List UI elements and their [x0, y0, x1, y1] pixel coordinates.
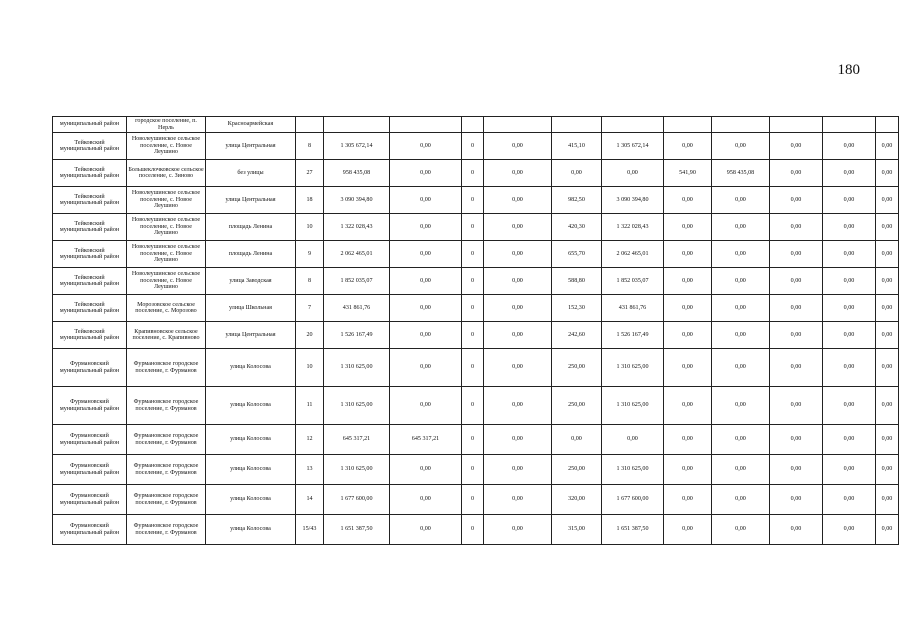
table-cell-c2: 0: [462, 455, 484, 485]
table-cell-c1: 0,00: [390, 322, 462, 349]
table-cell-c3: 0,00: [484, 349, 552, 387]
table-cell-district: Тейковский муниципальный район: [53, 241, 127, 268]
table-cell-c1: 0,00: [390, 295, 462, 322]
table-cell-c4: [552, 117, 602, 133]
table-cell-c8: 0,00: [770, 455, 823, 485]
table-cell-street: без улицы: [206, 160, 296, 187]
table-cell-c8: 0,00: [770, 268, 823, 295]
table-cell-num: 8: [296, 268, 324, 295]
table-cell-street: улица Колосова: [206, 515, 296, 545]
table-cell-c6: 0,00: [664, 268, 712, 295]
table-cell-street: улица Колосова: [206, 425, 296, 455]
table-cell-street: площадь Ленина: [206, 241, 296, 268]
table-row: [53, 455, 899, 485]
table-cell-c5: 1 852 035,07: [602, 268, 664, 295]
table-cell-c5: 1 305 672,14: [602, 133, 664, 160]
table-cell-c1: 0,00: [390, 187, 462, 214]
table-cell-settlement: Фурмановское городское поселение, г. Фурманов: [127, 515, 206, 545]
table-cell-c10: 0,00: [876, 485, 899, 515]
table-cell-c2: 0: [462, 387, 484, 425]
table-cell-c7: 0,00: [712, 133, 770, 160]
table-cell-c7: 0,00: [712, 425, 770, 455]
table-cell-c4: 250,00: [552, 349, 602, 387]
table-cell-c8: 0,00: [770, 241, 823, 268]
table-cell-c5: 1 310 625,00: [602, 349, 664, 387]
table-cell-num: 27: [296, 160, 324, 187]
table-cell-c8: 0,00: [770, 133, 823, 160]
table-cell-settlement: Фурмановское городское поселение, г. Фурманов: [127, 425, 206, 455]
table-cell-settlement: Фурмановское городское поселение, г. Фурманов: [127, 455, 206, 485]
table-cell-c4: 415,10: [552, 133, 602, 160]
table-cell-c1: 0,00: [390, 268, 462, 295]
table-cell-c1: 0,00: [390, 133, 462, 160]
table-cell-c9: 0,00: [823, 425, 876, 455]
table-cell-c8: 0,00: [770, 187, 823, 214]
table-cell-settlement: Большеклочковское сельское поселение, с. Зиново: [127, 160, 206, 187]
table-cell-c2: 0: [462, 187, 484, 214]
table-cell-street: улица Школьная: [206, 295, 296, 322]
table-cell-c9: 0,00: [823, 387, 876, 425]
table-cell-c9: 0,00: [823, 515, 876, 545]
page-number: 180: [837, 62, 860, 78]
table-cell-c5: 1 310 625,00: [602, 455, 664, 485]
table-cell-c4: 242,60: [552, 322, 602, 349]
table-cell-c8: 0,00: [770, 160, 823, 187]
table-cell-c5: 1 526 167,49: [602, 322, 664, 349]
table-cell-c2: 0: [462, 295, 484, 322]
table-cell-c1: [390, 117, 462, 133]
table-cell-street: улица Центральная: [206, 322, 296, 349]
table-cell-num: [296, 117, 324, 133]
table-cell-district: муниципальный район: [53, 117, 127, 133]
table-cell-district: Фурмановский муниципальный район: [53, 485, 127, 515]
table-cell-num: 9: [296, 241, 324, 268]
table-cell-c5: 0,00: [602, 425, 664, 455]
table-cell-c6: 0,00: [664, 387, 712, 425]
table-cell-street: улица Колосова: [206, 455, 296, 485]
table-cell-c8: 0,00: [770, 515, 823, 545]
table-cell-c7: 0,00: [712, 485, 770, 515]
table-cell-c3: 0,00: [484, 187, 552, 214]
table-cell-c10: 0,00: [876, 349, 899, 387]
table-cell-c10: 0,00: [876, 515, 899, 545]
table-cell-c2: 0: [462, 425, 484, 455]
table-cell-total: 958 435,08: [324, 160, 390, 187]
table-cell-street: площадь Ленина: [206, 214, 296, 241]
table-cell-settlement: Новолеушинское сельское поселение, с. Новое Леушино: [127, 241, 206, 268]
table-cell-num: 11: [296, 387, 324, 425]
table-cell-c9: 0,00: [823, 268, 876, 295]
table-row: [53, 322, 899, 349]
table-cell-street: улица Колосова: [206, 349, 296, 387]
table-cell-c4: 152,30: [552, 295, 602, 322]
table-cell-c3: 0,00: [484, 160, 552, 187]
table-cell-num: 10: [296, 214, 324, 241]
table-cell-c10: 0,00: [876, 160, 899, 187]
table-row: [53, 425, 899, 455]
table-cell-total: 1 322 028,43: [324, 214, 390, 241]
table-cell-street: Красноармейская: [206, 117, 296, 133]
table-cell-c10: 0,00: [876, 425, 899, 455]
table-cell-total: 1 310 625,00: [324, 349, 390, 387]
table-cell-c7: [712, 117, 770, 133]
table-cell-c5: 1 322 028,43: [602, 214, 664, 241]
table-cell-c3: 0,00: [484, 425, 552, 455]
table-cell-total: [324, 117, 390, 133]
table-cell-district: Фурмановский муниципальный район: [53, 455, 127, 485]
table-cell-num: 13: [296, 455, 324, 485]
table-cell-c5: 431 861,76: [602, 295, 664, 322]
table-cell-district: Фурмановский муниципальный район: [53, 515, 127, 545]
table-cell-district: Тейковский муниципальный район: [53, 295, 127, 322]
table-cell-c3: 0,00: [484, 214, 552, 241]
table-cell-c8: 0,00: [770, 387, 823, 425]
table-cell-c6: 541,90: [664, 160, 712, 187]
table-cell-c1: 0,00: [390, 349, 462, 387]
table-cell-c6: 0,00: [664, 241, 712, 268]
table-cell-c1: 0,00: [390, 160, 462, 187]
table-cell-settlement: Крапивновское сельское поселение, с. Крапивново: [127, 322, 206, 349]
table-cell-district: Тейковский муниципальный район: [53, 322, 127, 349]
table-cell-c4: 250,00: [552, 455, 602, 485]
table-cell-c6: 0,00: [664, 349, 712, 387]
table-cell-c6: 0,00: [664, 455, 712, 485]
table-cell-c2: 0: [462, 241, 484, 268]
table-cell-c7: 0,00: [712, 241, 770, 268]
table-cell-c5: 1 310 625,00: [602, 387, 664, 425]
table-cell-c8: 0,00: [770, 349, 823, 387]
table-cell-c8: 0,00: [770, 322, 823, 349]
table-cell-c10: 0,00: [876, 214, 899, 241]
table-cell-c5: 1 677 600,00: [602, 485, 664, 515]
table-cell-c7: 0,00: [712, 214, 770, 241]
table-cell-c10: 0,00: [876, 268, 899, 295]
table-cell-c2: 0: [462, 214, 484, 241]
table-cell-total: 645 317,21: [324, 425, 390, 455]
table-cell-c1: 0,00: [390, 455, 462, 485]
table-cell-district: Тейковский муниципальный район: [53, 214, 127, 241]
table-cell-c5: 3 090 394,80: [602, 187, 664, 214]
table-cell-num: 15/43: [296, 515, 324, 545]
table-cell-c4: 320,00: [552, 485, 602, 515]
table-cell-c2: 0: [462, 515, 484, 545]
table-row: [53, 515, 899, 545]
table-cell-num: 18: [296, 187, 324, 214]
table-cell-num: 12: [296, 425, 324, 455]
table-cell-c3: 0,00: [484, 241, 552, 268]
table-cell-c8: 0,00: [770, 485, 823, 515]
table-row: [53, 485, 899, 515]
table-row: [53, 268, 899, 295]
table-cell-district: Фурмановский муниципальный район: [53, 387, 127, 425]
table-cell-c4: 315,00: [552, 515, 602, 545]
table-cell-district: Тейковский муниципальный район: [53, 133, 127, 160]
table-cell-num: 8: [296, 133, 324, 160]
table-cell-total: 3 090 394,80: [324, 187, 390, 214]
table-cell-c10: 0,00: [876, 295, 899, 322]
table-cell-c4: 250,00: [552, 387, 602, 425]
table-cell-total: 1 852 035,07: [324, 268, 390, 295]
table-row: [53, 295, 899, 322]
table-cell-total: 1 310 625,00: [324, 455, 390, 485]
table-cell-num: 10: [296, 349, 324, 387]
table-cell-c4: 0,00: [552, 160, 602, 187]
table-cell-settlement: Морозовское сельское поселение, с. Морозово: [127, 295, 206, 322]
table-cell-district: Фурмановский муниципальный район: [53, 349, 127, 387]
table-cell-c2: 0: [462, 133, 484, 160]
table-cell-c7: 0,00: [712, 268, 770, 295]
table-cell-c10: 0,00: [876, 387, 899, 425]
table-cell-c6: 0,00: [664, 295, 712, 322]
table-cell-c6: 0,00: [664, 425, 712, 455]
table-cell-c2: [462, 117, 484, 133]
table-cell-district: Фурмановский муниципальный район: [53, 425, 127, 455]
table-cell-c9: 0,00: [823, 455, 876, 485]
table-cell-c4: 420,30: [552, 214, 602, 241]
table-row: [53, 214, 899, 241]
table-cell-c4: 655,70: [552, 241, 602, 268]
table-cell-c2: 0: [462, 160, 484, 187]
table-cell-c9: 0,00: [823, 160, 876, 187]
table-cell-c1: 0,00: [390, 485, 462, 515]
table-cell-street: улица Колосова: [206, 485, 296, 515]
table-cell-c6: 0,00: [664, 133, 712, 160]
table-cell-c8: [770, 117, 823, 133]
table-cell-c9: 0,00: [823, 133, 876, 160]
table-row: [53, 241, 899, 268]
table-cell-settlement: Новолеушинское сельское поселение, с. Новое Леушино: [127, 133, 206, 160]
table-cell-c9: 0,00: [823, 241, 876, 268]
table-row: [53, 133, 899, 160]
table-cell-c1: 0,00: [390, 515, 462, 545]
table-cell-c2: 0: [462, 349, 484, 387]
table-cell-c8: 0,00: [770, 425, 823, 455]
table-cell-c1: 0,00: [390, 214, 462, 241]
table-cell-c3: 0,00: [484, 485, 552, 515]
table-cell-street: улица Заводская: [206, 268, 296, 295]
table-cell-c5: 2 062 465,01: [602, 241, 664, 268]
table-cell-c10: 0,00: [876, 455, 899, 485]
table-cell-c9: 0,00: [823, 187, 876, 214]
table-cell-settlement: Новолеушинское сельское поселение, с. Новое Леушино: [127, 187, 206, 214]
table-cell-c7: 958 435,08: [712, 160, 770, 187]
table-cell-total: 1 310 625,00: [324, 387, 390, 425]
table-cell-street: улица Центральная: [206, 187, 296, 214]
table-cell-total: 1 651 387,50: [324, 515, 390, 545]
table-cell-c8: 0,00: [770, 214, 823, 241]
table-cell-c2: 0: [462, 322, 484, 349]
table-cell-c7: 0,00: [712, 455, 770, 485]
table-cell-c4: 982,50: [552, 187, 602, 214]
table-row: [53, 349, 899, 387]
table-cell-c4: 0,00: [552, 425, 602, 455]
table-row: [53, 387, 899, 425]
table-cell-c2: 0: [462, 485, 484, 515]
table-cell-settlement: Фурмановское городское поселение, г. Фурманов: [127, 485, 206, 515]
table-cell-num: 7: [296, 295, 324, 322]
table-cell-c7: 0,00: [712, 295, 770, 322]
table-cell-c8: 0,00: [770, 295, 823, 322]
table-cell-settlement: Фурмановское городское поселение, г. Фурманов: [127, 387, 206, 425]
table-cell-c1: 0,00: [390, 387, 462, 425]
table-cell-street: улица Центральная: [206, 133, 296, 160]
table-cell-num: 14: [296, 485, 324, 515]
table-cell-c3: 0,00: [484, 322, 552, 349]
registry-table: [52, 116, 899, 545]
table-cell-c1: 0,00: [390, 241, 462, 268]
table-cell-c10: 0,00: [876, 241, 899, 268]
table-row: [53, 160, 899, 187]
table-cell-total: 1 305 672,14: [324, 133, 390, 160]
table-cell-c9: 0,00: [823, 485, 876, 515]
table-cell-district: Тейковский муниципальный район: [53, 160, 127, 187]
table-cell-c2: 0: [462, 268, 484, 295]
table-cell-c3: 0,00: [484, 387, 552, 425]
table-cell-total: 1 526 167,49: [324, 322, 390, 349]
table-cell-c4: 588,80: [552, 268, 602, 295]
table-cell-c9: 0,00: [823, 322, 876, 349]
table-cell-num: 20: [296, 322, 324, 349]
table-cell-c9: 0,00: [823, 295, 876, 322]
table-cell-total: 1 677 600,00: [324, 485, 390, 515]
table-cell-c7: 0,00: [712, 322, 770, 349]
table-cell-c6: 0,00: [664, 515, 712, 545]
table-cell-district: Тейковский муниципальный район: [53, 268, 127, 295]
table-cell-c9: 0,00: [823, 214, 876, 241]
table-cell-c9: 0,00: [823, 349, 876, 387]
table-cell-c5: 0,00: [602, 160, 664, 187]
table-cell-c1: 645 317,21: [390, 425, 462, 455]
table-cell-district: Тейковский муниципальный район: [53, 187, 127, 214]
table-cell-c6: 0,00: [664, 485, 712, 515]
table-cell-c3: 0,00: [484, 268, 552, 295]
table-cell-c3: 0,00: [484, 455, 552, 485]
table-cell-c6: 0,00: [664, 322, 712, 349]
table-cell-settlement: Фурмановское городское поселение, г. Фурманов: [127, 349, 206, 387]
table-cell-c3: 0,00: [484, 133, 552, 160]
table-cell-c5: 1 651 387,50: [602, 515, 664, 545]
table-cell-c5: [602, 117, 664, 133]
table-cell-settlement: Новолеушинское сельское поселение, с. Новое Леушино: [127, 268, 206, 295]
table-cell-c10: 0,00: [876, 133, 899, 160]
table-cell-total: 2 062 465,01: [324, 241, 390, 268]
table-cell-c7: 0,00: [712, 387, 770, 425]
table-row: [53, 187, 899, 214]
table-cell-street: улица Колосова: [206, 387, 296, 425]
table-cell-c9: [823, 117, 876, 133]
table-cell-c10: 0,00: [876, 187, 899, 214]
table-row: [53, 117, 899, 133]
table-cell-c6: [664, 117, 712, 133]
table-cell-c7: 0,00: [712, 349, 770, 387]
table-cell-c3: [484, 117, 552, 133]
table-cell-c6: 0,00: [664, 187, 712, 214]
table-cell-c10: [876, 117, 899, 133]
table-cell-total: 431 861,76: [324, 295, 390, 322]
table-cell-c3: 0,00: [484, 515, 552, 545]
table-cell-c6: 0,00: [664, 214, 712, 241]
table-cell-c7: 0,00: [712, 187, 770, 214]
table-cell-c3: 0,00: [484, 295, 552, 322]
table-cell-settlement: Новолеушинское сельское поселение, с. Новое Леушино: [127, 214, 206, 241]
table-cell-c7: 0,00: [712, 515, 770, 545]
table-cell-c10: 0,00: [876, 322, 899, 349]
table-cell-settlement: городское поселение, п. Нерль: [127, 117, 206, 133]
